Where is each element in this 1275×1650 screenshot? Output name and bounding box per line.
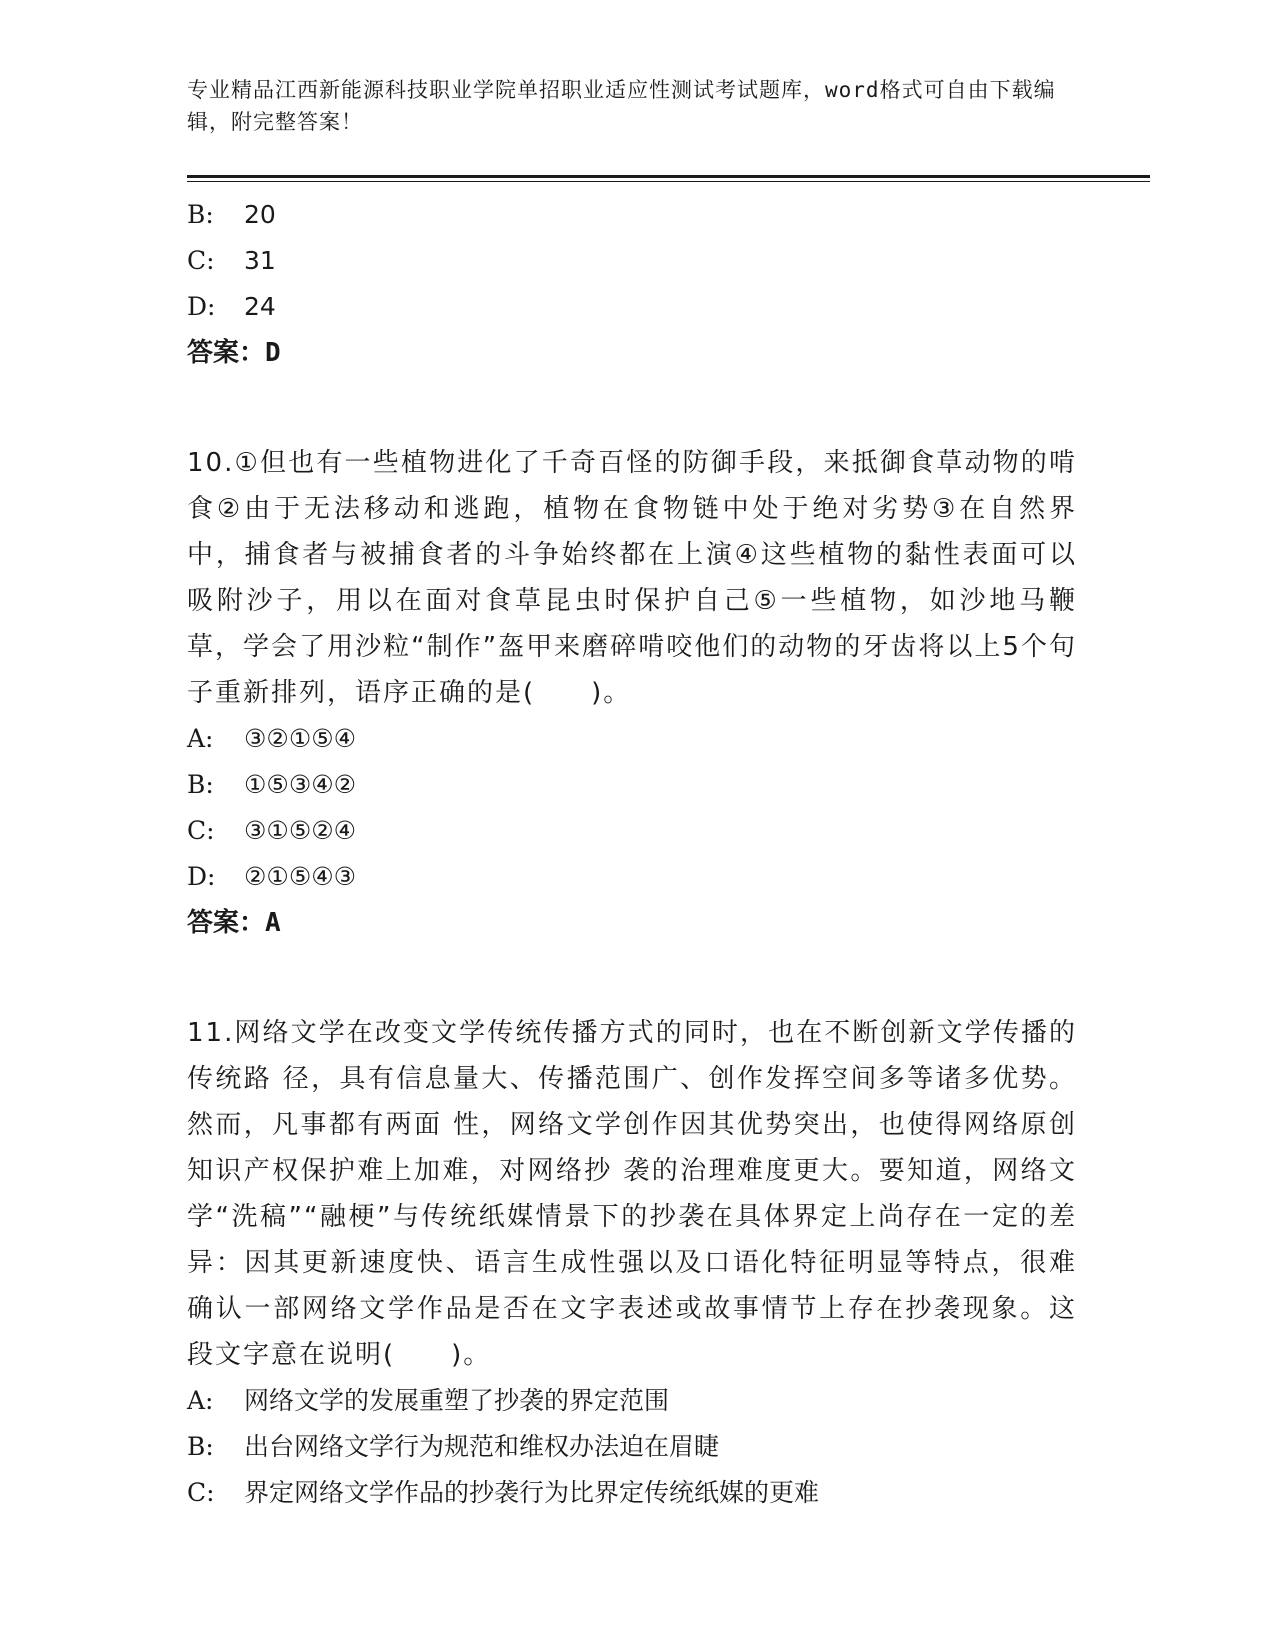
option-letter: A:: [187, 1386, 214, 1415]
option-text: 出台网络文学行为规范和维权办法迫在眉睫: [244, 1432, 720, 1461]
option-d: [187, 854, 1077, 900]
option-text: ③②①⑤④: [244, 724, 357, 753]
header-rule-thin: [187, 181, 1150, 182]
option-b: [187, 762, 1077, 808]
answer-label: 答案：: [187, 338, 266, 368]
option-b: [187, 1424, 1077, 1470]
option-letter: B:: [187, 1432, 214, 1461]
question-10-answer: [187, 900, 1077, 946]
question-9-answer: [187, 330, 1077, 376]
question-11-options: [187, 1378, 1077, 1516]
answer-label: 答案：: [187, 908, 266, 938]
option-text: ①⑤③④②: [244, 770, 357, 799]
option-a: [187, 716, 1077, 762]
header-rule: [187, 175, 1150, 178]
option-d: [187, 284, 1077, 330]
option-b: [187, 192, 1077, 238]
option-letter: A:: [187, 724, 214, 753]
option-letter: C:: [187, 246, 215, 275]
option-c: [187, 808, 1077, 854]
option-text: 24: [244, 292, 276, 321]
option-text: ③①⑤②④: [244, 816, 357, 845]
question-10-options: [187, 716, 1077, 900]
document-header: 专业精品江西新能源科技职业学院单招职业适应性测试考试题库，word格式可自由下载编辑，附完整答案！: [187, 78, 1056, 134]
option-letter: B:: [187, 200, 214, 229]
page-content: [187, 192, 1077, 1516]
question-11-text: 11.网络文学在改变文学传统传播方式的同时，也在不断创新文学传播的传统路 径，具有信息量大、传播范围广、创作发挥空间多等诸多优势。然而，凡事都有两面 性，网络文学创作因其优势突出，也使得网络原创知识产权保护难上加难，对网络抄 袭的治理难度更大。要知道，网络文学“洗稿”“融梗”与传统纸媒情景下的抄袭在具体界定上尚存在一定的差异：因其更新速度快、语言生成性强以及口语化特征明显等特点，很难确认一部网络文学作品是否在文字表述或故事情节上存在抄袭现象。这段文字意在说明( )。: [187, 1018, 1077, 1370]
answer-value: A: [265, 908, 281, 938]
option-text: 20: [244, 200, 276, 229]
spacer: [187, 376, 1077, 440]
option-text: 31: [244, 246, 276, 275]
question-10-text: 10.①但也有一些植物进化了千奇百怪的防御手段，来抵御食草动物的啃食②由于无法移动和逃跑，植物在食物链中处于绝对劣势③在自然界中，捕食者与被捕食者的斗争始终都在上演④这些植物的黏性表面可以吸附沙子，用以在面对食草昆虫时保护自己⑤一些植物，如沙地马鞭草，学会了用沙粒“制作”盔甲来磨碎啃咬他们的动物的牙齿将以上5个句子重新排列，语序正确的是( )。: [187, 448, 1077, 708]
option-letter: D:: [187, 862, 216, 891]
option-text: 网络文学的发展重塑了抄袭的界定范围: [244, 1386, 670, 1415]
option-letter: C:: [187, 816, 215, 845]
option-a: [187, 1378, 1077, 1424]
option-text: 界定网络文学作品的抄袭行为比界定传统纸媒的更难: [244, 1478, 820, 1507]
option-c: [187, 238, 1077, 284]
option-letter: D:: [187, 292, 216, 321]
option-letter: B:: [187, 770, 214, 799]
option-text: ②①⑤④③: [244, 862, 357, 891]
option-letter: C:: [187, 1478, 215, 1507]
answer-value: D: [265, 338, 281, 368]
option-c: [187, 1470, 1077, 1516]
spacer: [187, 946, 1077, 1010]
question-9-options: [187, 192, 1077, 330]
